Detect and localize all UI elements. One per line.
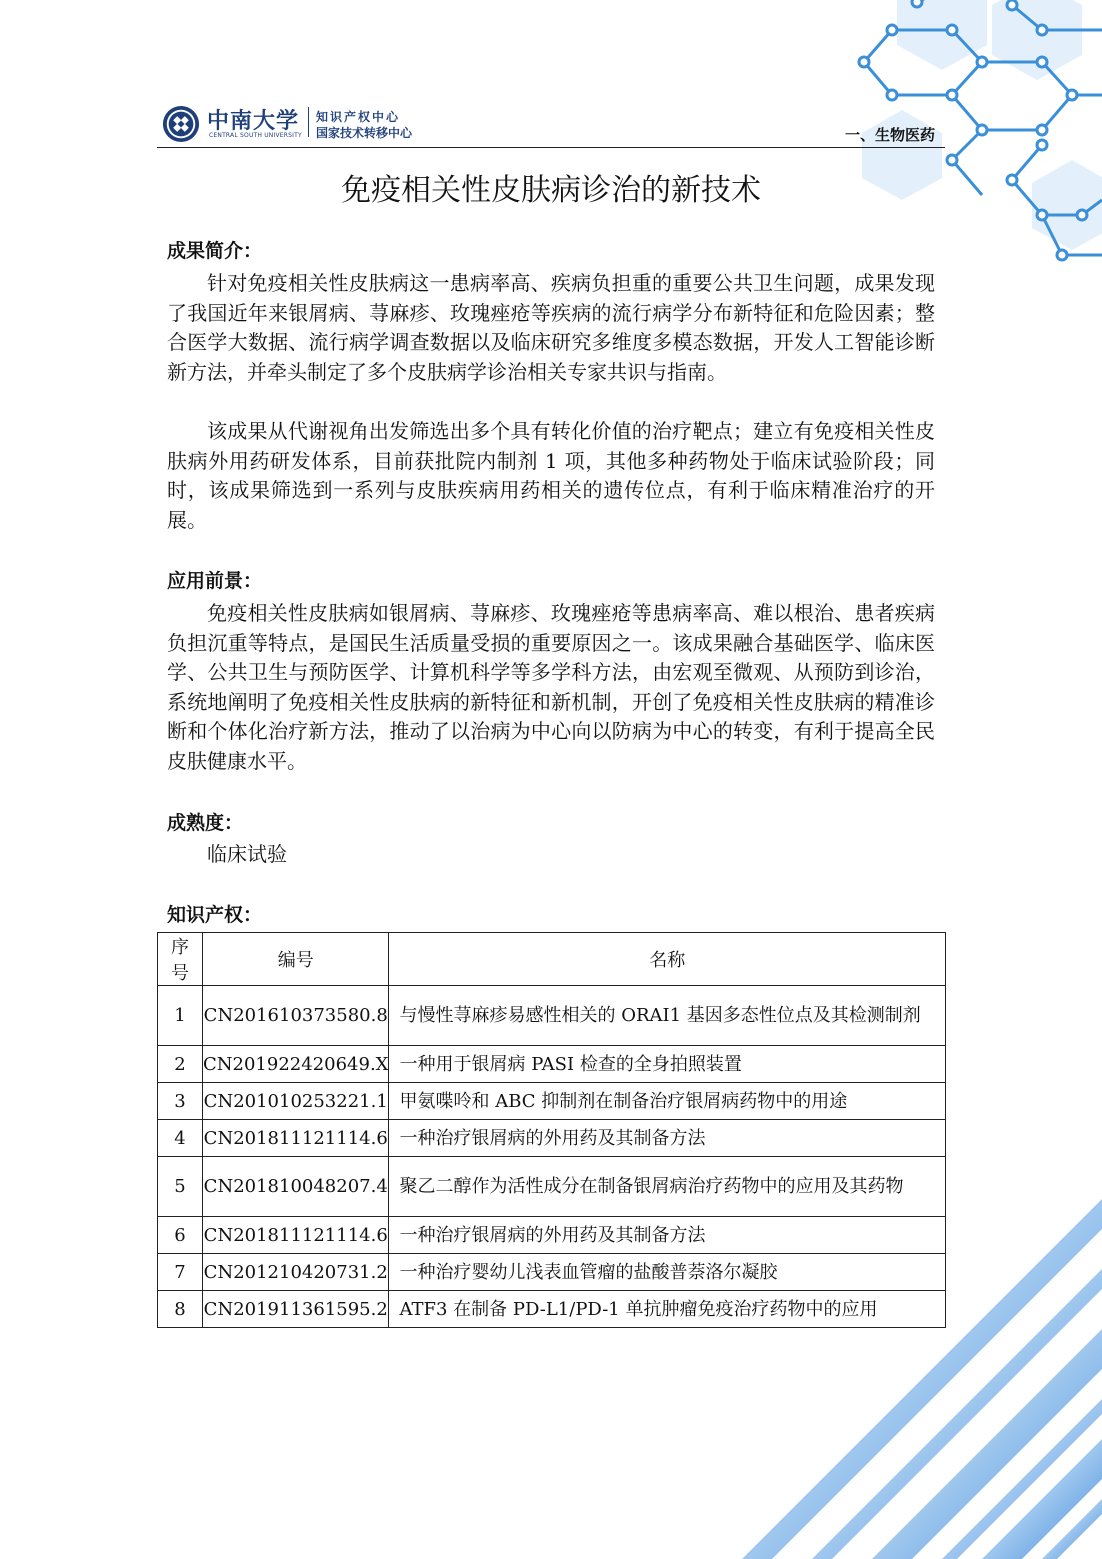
row-patent-name: 一种用于银屑病 PASI 检查的全身拍照装置 xyxy=(389,1046,946,1083)
row-patent-id: CN201610373580.8 xyxy=(203,986,389,1046)
university-name-en: CENTRAL SOUTH UNIVERSITY xyxy=(209,132,302,139)
summary-paragraph-2: 该成果从代谢视角出发筛选出多个具有转化价值的治疗靶点；建立有免疫相关性皮肤病外用药研发体系，目前获批院内制剂 1 项，其他多种药物处于临床试验阶段；同时，该成果筛选到一系列与皮肤疾病用药相关的遗传位点，有利于临床精准治疗的开展。 xyxy=(167,419,935,532)
row-no: 5 xyxy=(158,1157,203,1217)
summary-paragraph-1: 针对免疫相关性皮肤病这一患病率高、疾病负担重的重要公共卫生问题，成果发现了我国近年来银屑病、荨麻疹、玫瑰痤疮等疾病的流行病学分布新特征和危险因素；整合医学大数据、流行病学调查数据以及临床研究多维度多模态数据，开发人工智能诊断新方法，并牵头制定了多个皮肤病学诊治相关专家共识与指南。 xyxy=(167,271,935,384)
table-row xyxy=(158,1083,946,1120)
category-label: 一、生物医药 xyxy=(844,126,935,144)
page-header xyxy=(157,98,945,146)
table-row xyxy=(158,986,946,1046)
row-patent-name: ATF3 在制备 PD-L1/PD-1 单抗肿瘤免疫治疗药物中的应用 xyxy=(389,1291,946,1328)
ip-center-name: 知识产权中心 xyxy=(316,110,401,124)
ip-table xyxy=(157,932,946,1328)
table-row xyxy=(158,1254,946,1291)
table-row xyxy=(158,1157,946,1217)
prospect-paragraph: 免疫相关性皮肤病如银屑病、荨麻疹、玫瑰痤疮等患病率高、难以根治、患者疾病负担沉重等特点，是国民生活质量受损的重要原因之一。该成果融合基础医学、临床医学、公共卫生与预防医学、计算机科学等多学科方法，由宏观至微观、从预防到诊治，系统地阐明了免疫相关性皮肤病的新特征和新机制，开创了免疫相关性皮肤病的精准诊断和个体化治疗新方法，推动了以治病为中心向以防病为中心的转变，有利于提高全民皮肤健康水平。 xyxy=(167,601,935,773)
row-patent-name: 甲氨喋呤和 ABC 抑制剂在制备治疗银屑病药物中的用途 xyxy=(389,1083,946,1120)
row-no: 3 xyxy=(158,1083,203,1120)
table-header-row xyxy=(158,933,946,986)
row-patent-id: CN201810048207.4 xyxy=(203,1157,389,1217)
row-patent-name: 与慢性荨麻疹易感性相关的 ORAI1 基因多态性位点及其检测制剂 xyxy=(389,986,946,1046)
row-no: 4 xyxy=(158,1120,203,1157)
row-no: 2 xyxy=(158,1046,203,1083)
university-logo xyxy=(162,105,200,143)
table-row xyxy=(158,1217,946,1254)
row-patent-id: CN201922420649.X xyxy=(203,1046,389,1083)
table-row xyxy=(158,1120,946,1157)
table-row xyxy=(158,1046,946,1083)
row-no: 6 xyxy=(158,1217,203,1254)
row-no: 8 xyxy=(158,1291,203,1328)
document-title: 免疫相关性皮肤病诊治的新技术 xyxy=(341,173,761,208)
table-row xyxy=(158,1291,946,1328)
row-patent-id: CN201911361595.2 xyxy=(203,1291,389,1328)
column-header-no: 序号 xyxy=(158,933,203,986)
university-name-cn: 中南大学 xyxy=(207,108,300,134)
row-no: 7 xyxy=(158,1254,203,1291)
column-header-id: 编号 xyxy=(203,933,389,986)
header-rule xyxy=(157,147,945,148)
ip-heading: 知识产权： xyxy=(167,904,263,926)
column-header-name: 名称 xyxy=(389,933,946,986)
row-patent-name: 一种治疗婴幼儿浅表血管瘤的盐酸普萘洛尔凝胶 xyxy=(389,1254,946,1291)
maturity-value: 临床试验 xyxy=(207,842,287,866)
row-patent-id: CN201811121114.6 xyxy=(203,1217,389,1254)
row-patent-name: 一种治疗银屑病的外用药及其制备方法 xyxy=(389,1120,946,1157)
maturity-heading: 成熟度： xyxy=(167,812,244,834)
row-patent-id: CN201210420731.2 xyxy=(203,1254,389,1291)
row-patent-id: CN201010253221.1 xyxy=(203,1083,389,1120)
row-patent-id: CN201811121114.6 xyxy=(203,1120,389,1157)
row-patent-name: 聚乙二醇作为活性成分在制备银屑病治疗药物中的应用及其药物 xyxy=(389,1157,946,1217)
summary-heading: 成果简介： xyxy=(167,240,263,262)
header-divider xyxy=(308,107,309,137)
row-no: 1 xyxy=(158,986,203,1046)
tech-transfer-center-name: 国家技术转移中心 xyxy=(316,126,413,140)
row-patent-name: 一种治疗银屑病的外用药及其制备方法 xyxy=(389,1217,946,1254)
prospect-heading: 应用前景： xyxy=(167,570,263,592)
